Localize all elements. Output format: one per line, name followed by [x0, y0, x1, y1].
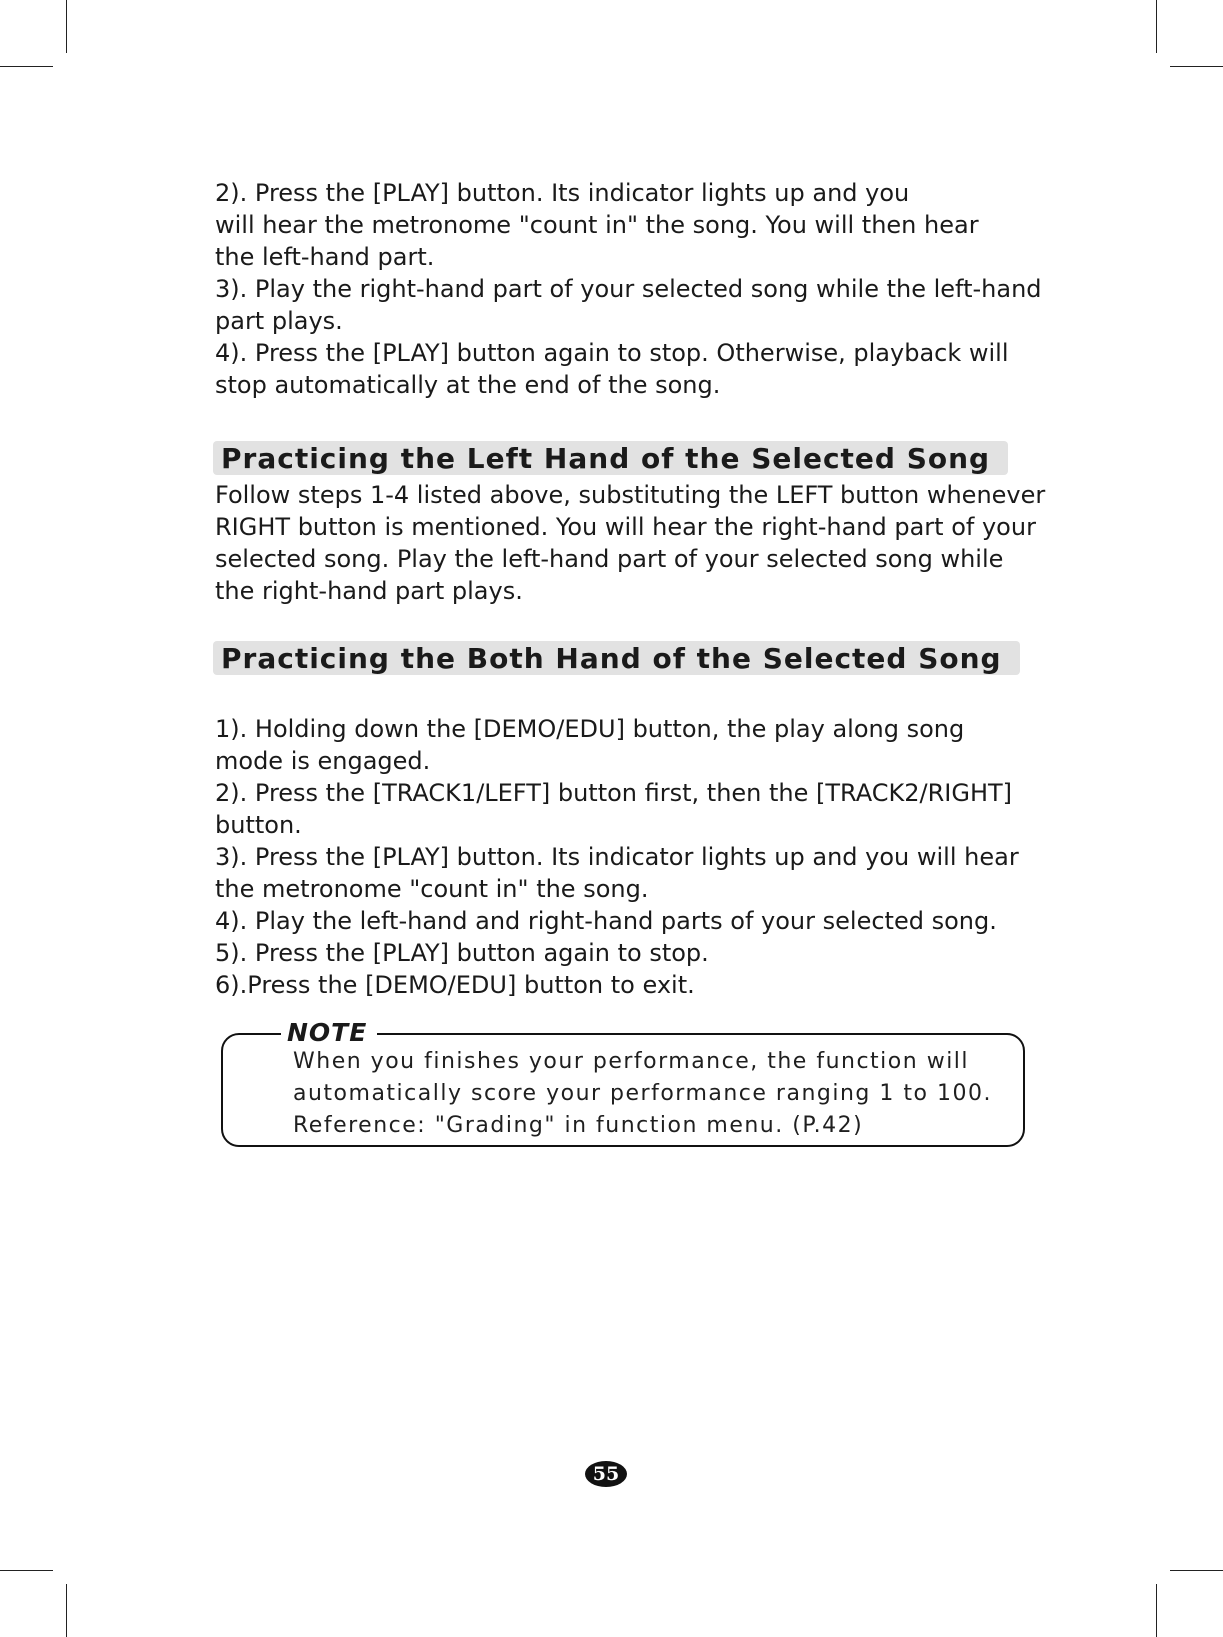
text-line: selected song. Play the left-hand part of your selected song while [215, 545, 1004, 573]
crop-mark-bottom-left-vertical [66, 1584, 67, 1637]
section-heading-left-hand: Practicing the Left Hand of the Selected Song [213, 441, 1008, 475]
text-line: 2). Press the [TRACK1/LEFT] button first, then the [TRACK2/RIGHT] [215, 779, 1013, 807]
note-title: NOTE [281, 1019, 377, 1047]
text-line: button. [215, 811, 302, 839]
text-line: the metronome "count in" the song. [215, 875, 649, 903]
crop-mark-bottom-right-horizontal [1170, 1570, 1223, 1571]
note-line: Reference: "Grading" in function menu. (P.42) [293, 1113, 864, 1138]
crop-mark-top-left-vertical [66, 0, 67, 53]
page-number: 55 [585, 1461, 627, 1487]
text-line: RIGHT button is mentioned. You will hear the right-hand part of your [215, 513, 1036, 541]
both-hands-steps [215, 713, 1095, 1001]
note-line: automatically score your performance ranging 1 to 100. [293, 1081, 992, 1106]
text-line: 4). Press the [PLAY] button again to stop. Otherwise, playback will [215, 339, 1009, 367]
text-line: 2). Press the [PLAY] button. Its indicator lights up and you [215, 179, 910, 207]
text-line: mode is engaged. [215, 747, 431, 775]
text-line: 1). Holding down the [DEMO/EDU] button, the play along song [215, 715, 965, 743]
crop-mark-bottom-left-horizontal [0, 1570, 53, 1571]
crop-mark-top-right-horizontal [1170, 66, 1223, 67]
text-line: 5). Press the [PLAY] button again to stop. [215, 939, 709, 967]
text-line: the right-hand part plays. [215, 577, 523, 605]
text-line: 3). Play the right-hand part of your selected song while the left-hand [215, 275, 1042, 303]
section-heading-both-hands: Practicing the Both Hand of the Selected Song [213, 641, 1020, 675]
crop-mark-top-right-vertical [1156, 0, 1157, 53]
note-text [293, 1046, 992, 1142]
left-hand-paragraph [215, 479, 1095, 607]
intro-steps [215, 177, 1095, 401]
text-line: Follow steps 1-4 listed above, substituting the LEFT button whenever [215, 481, 1046, 509]
page-content [215, 177, 1095, 1001]
note-line: When you finishes your performance, the function will [293, 1049, 970, 1074]
crop-mark-top-left-horizontal [0, 66, 53, 67]
text-line: will hear the metronome "count in" the song. You will then hear [215, 211, 979, 239]
text-line: part plays. [215, 307, 343, 335]
text-line: 4). Play the left-hand and right-hand parts of your selected song. [215, 907, 997, 935]
crop-mark-bottom-right-vertical [1156, 1584, 1157, 1637]
text-line: 6).Press the [DEMO/EDU] button to exit. [215, 971, 695, 999]
note-box [221, 1018, 1025, 1147]
text-line: the left-hand part. [215, 243, 435, 271]
text-line: stop automatically at the end of the song. [215, 371, 721, 399]
text-line: 3). Press the [PLAY] button. Its indicator lights up and you will hear [215, 843, 1019, 871]
